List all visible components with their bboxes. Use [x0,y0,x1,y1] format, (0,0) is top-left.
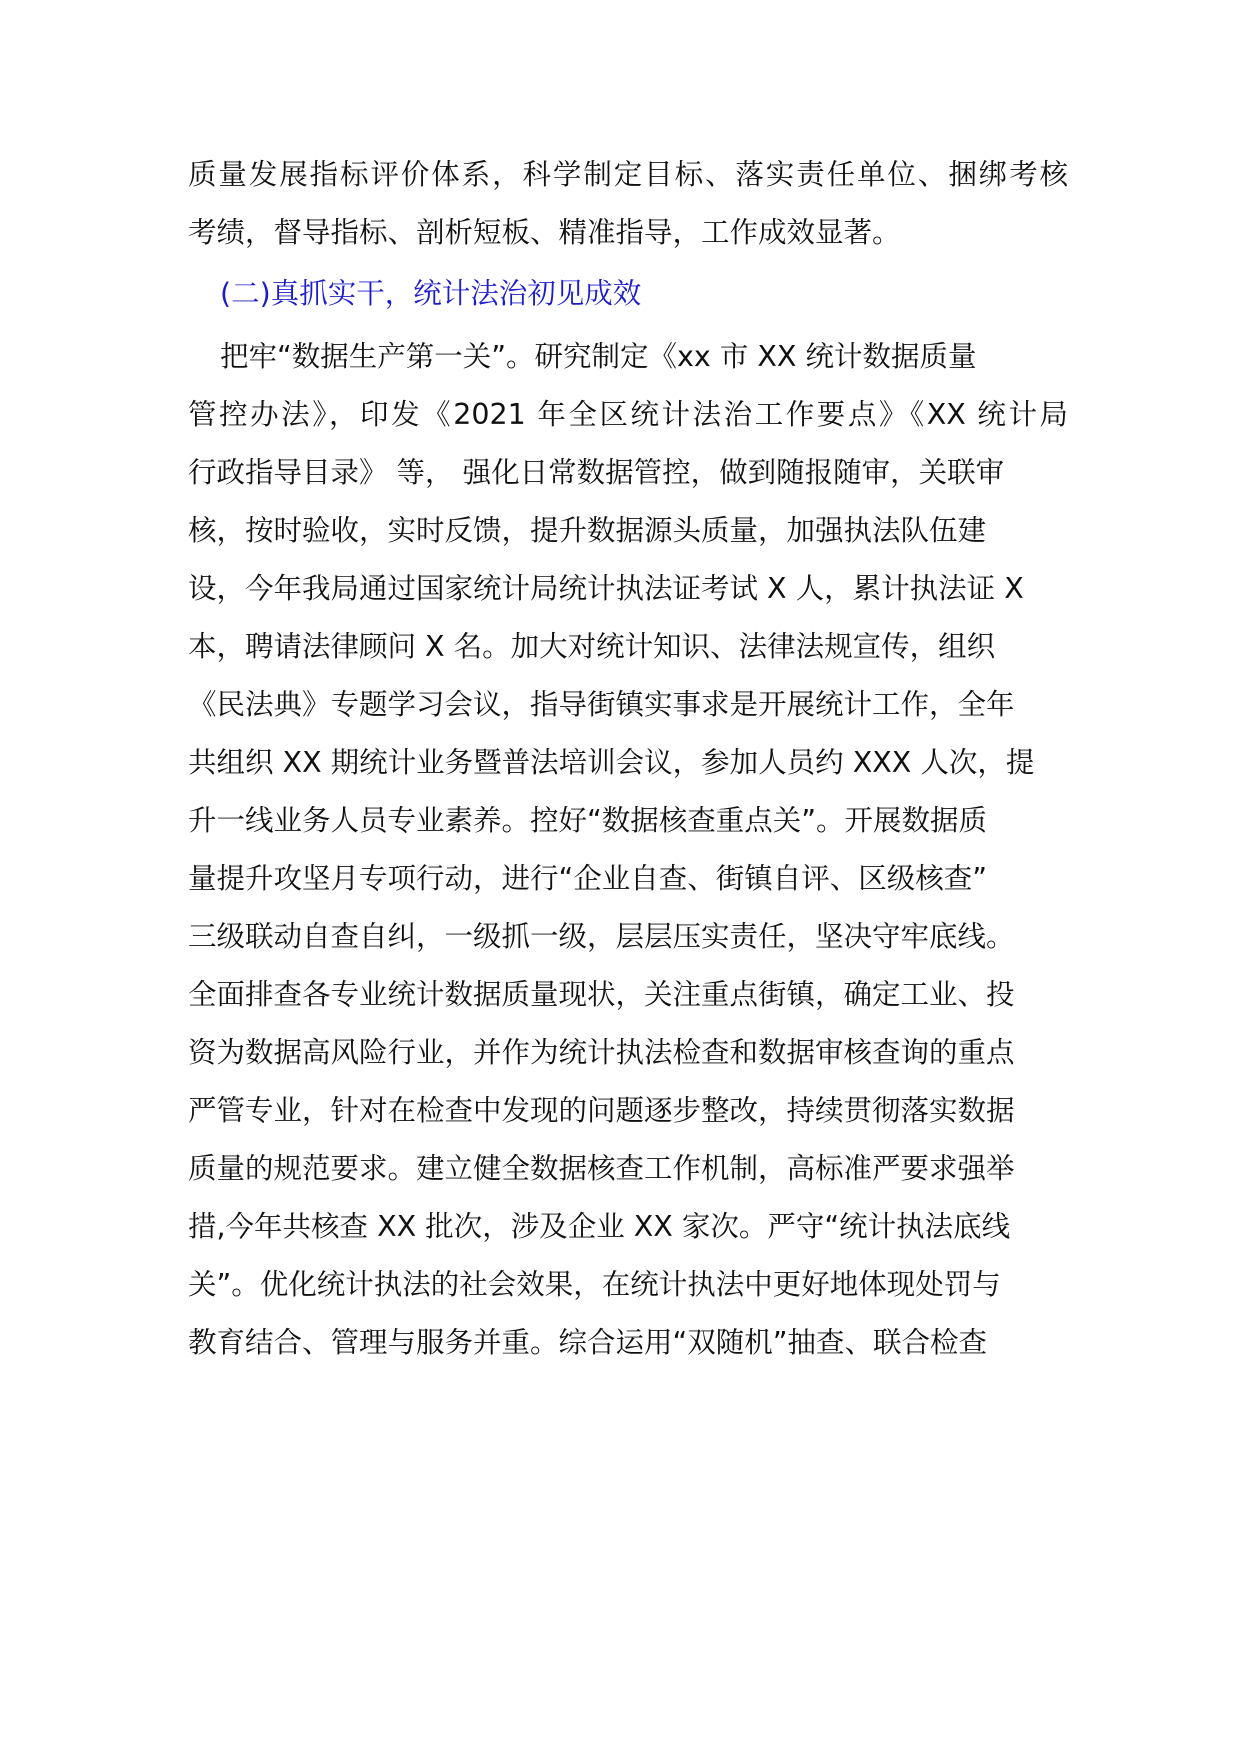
paragraph-line: 设，今年我局通过国家统计局统计执法证考试 X 人，累计执法证 X [188,572,1024,605]
paragraph-line: 共组织 XX 期统计业务暨普法培训会议，参加人员约 XXX 人次，提 [188,746,1035,779]
paragraph-line: 行政指导目录》 等， 强化日常数据管控，做到随报随审，关联审 [188,456,1005,489]
paragraph-line: 升一线业务人员专业素养。控好“数据核查重点关”。开展数据质 [188,804,988,837]
paragraph-line: 考绩，督导指标、剖析短板、精准指导，工作成效显著。 [188,216,901,249]
paragraph-line: 质量的规范要求。建立健全数据核查工作机制，高标准严要求强举 [188,1152,1015,1185]
paragraph-line: 质量发展指标评价体系，科学制定目标、落实责任单位、捆绑考核 [188,158,1068,191]
paragraph-line: 《民法典》专题学习会议，指导街镇实事求是开展统计工作，全年 [188,688,1015,721]
paragraph-line: 资为数据高风险行业，并作为统计执法检查和数据审核查询的重点 [188,1036,1015,1069]
paragraph-line: 三级联动自查自纠，一级抓一级，层层压实责任，坚决守牢底线。 [188,920,1015,953]
paragraph-line: 核，按时验收，实时反馈，提升数据源头质量，加强执法队伍建 [188,514,987,547]
paragraph-line: 教育结合、管理与服务并重。综合运用“双随机”抽查、联合检查 [188,1326,988,1359]
paragraph-line: 管控办法》，印发《2021 年全区统计法治工作要点》《XX 统计局 [188,398,1068,431]
paragraph-line: 措,今年共核查 XX 批次，涉及企业 XX 家次。严守“统计执法底线 [188,1210,1011,1243]
paragraph-line: 本，聘请法律顾问 X 名。加大对统计知识、法律法规宣传，组织 [188,630,996,663]
paragraph-line: 量提升攻坚月专项行动，进行“企业自查、街镇自评、区级核查” [188,862,988,895]
paragraph-line: 把牢“数据生产第一关”。研究制定《xx 市 XX 统计数据质量 [220,340,977,373]
paragraph-line: 关”。优化统计执法的社会效果，在统计执法中更好地体现处罚与 [188,1268,1001,1301]
paragraph-line: 全面排查各专业统计数据质量现状，关注重点街镇，确定工业、投 [188,978,1015,1011]
section-heading: (二)真抓实干，统计法治初见成效 [220,277,642,310]
paragraph-line: 严管专业，针对在检查中发现的问题逐步整改，持续贯彻落实数据 [188,1094,1015,1127]
